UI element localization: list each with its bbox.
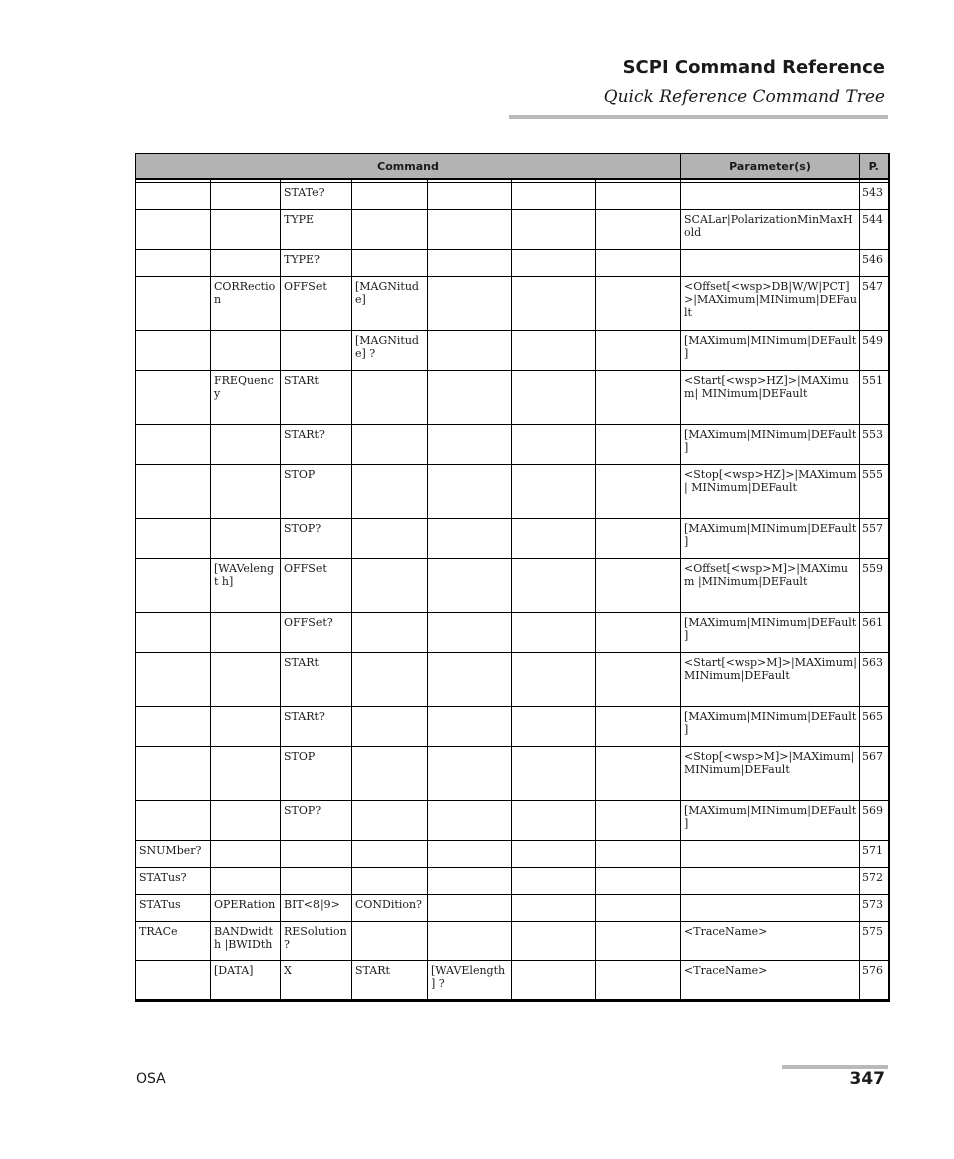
header-divider <box>509 115 888 119</box>
parameter-cell: [MAXimum|MINimum|DEFault] <box>681 331 860 371</box>
page-ref-cell: 569 <box>860 801 889 841</box>
command-level-cell <box>596 371 681 425</box>
command-level-cell: TYPE <box>281 210 352 250</box>
command-level-cell <box>512 425 596 465</box>
command-level-cell <box>211 653 281 707</box>
command-level-cell <box>211 707 281 747</box>
command-level-cell <box>596 868 681 895</box>
command-level-cell <box>281 331 352 371</box>
command-level-cell <box>211 747 281 801</box>
command-level-cell <box>596 331 681 371</box>
page-ref-cell: 567 <box>860 747 889 801</box>
page-ref-cell: 565 <box>860 707 889 747</box>
command-level-cell <box>352 801 428 841</box>
parameter-cell: <Offset[<wsp>M]>|MAXimum |MINimum|DEFault <box>681 559 860 613</box>
command-level-cell: TRACe <box>136 922 211 961</box>
page-ref-cell: 546 <box>860 250 889 277</box>
command-level-cell <box>352 747 428 801</box>
command-level-cell <box>428 801 512 841</box>
command-level-cell <box>428 277 512 331</box>
table-row <box>136 371 889 425</box>
command-level-cell <box>211 183 281 210</box>
parameter-cell: <TraceName> <box>681 922 860 961</box>
page-ref-cell: 551 <box>860 371 889 425</box>
command-level-cell <box>512 331 596 371</box>
command-level-cell <box>352 841 428 868</box>
command-level-cell <box>512 653 596 707</box>
command-level-cell <box>512 961 596 1001</box>
command-level-cell <box>136 653 211 707</box>
command-level-cell <box>512 559 596 613</box>
command-level-cell <box>136 277 211 331</box>
column-header-command: Command <box>136 154 681 180</box>
command-level-cell <box>428 425 512 465</box>
table-row <box>136 922 889 961</box>
table-row <box>136 653 889 707</box>
command-level-cell <box>512 895 596 922</box>
parameter-cell: [MAXimum|MINimum|DEFault] <box>681 801 860 841</box>
command-level-cell <box>596 425 681 465</box>
command-level-cell <box>512 183 596 210</box>
command-level-cell <box>352 210 428 250</box>
table-row <box>136 210 889 250</box>
parameter-cell: <Start[<wsp>HZ]>|MAXimum| MINimum|DEFault <box>681 371 860 425</box>
command-level-cell <box>596 183 681 210</box>
command-level-cell: SNUMber? <box>136 841 211 868</box>
command-level-cell <box>428 922 512 961</box>
command-level-cell <box>352 371 428 425</box>
page-ref-cell: 557 <box>860 519 889 559</box>
command-level-cell: STOP <box>281 747 352 801</box>
parameter-cell: [MAXimum|MINimum|DEFault] <box>681 519 860 559</box>
command-level-cell <box>596 519 681 559</box>
command-level-cell: CONDition? <box>352 895 428 922</box>
command-level-cell <box>281 868 352 895</box>
command-level-cell <box>596 559 681 613</box>
command-level-cell: TYPE? <box>281 250 352 277</box>
page-ref-cell: 543 <box>860 183 889 210</box>
parameter-cell: <Stop[<wsp>HZ]>|MAXimum| MINimum|DEFault <box>681 465 860 519</box>
command-level-cell: [MAGNitude] ? <box>352 331 428 371</box>
command-level-cell <box>428 653 512 707</box>
command-level-cell: [WAVelengt h] <box>211 559 281 613</box>
command-level-cell <box>211 801 281 841</box>
page-ref-cell: 575 <box>860 922 889 961</box>
page-ref-cell: 547 <box>860 277 889 331</box>
command-level-cell <box>428 895 512 922</box>
command-level-cell <box>136 250 211 277</box>
command-level-cell <box>352 613 428 653</box>
parameter-cell <box>681 183 860 210</box>
command-level-cell <box>596 210 681 250</box>
command-level-cell <box>352 922 428 961</box>
table-header-row <box>136 154 889 180</box>
table-row <box>136 801 889 841</box>
command-level-cell <box>211 519 281 559</box>
command-level-cell <box>211 331 281 371</box>
command-level-cell <box>512 277 596 331</box>
command-level-cell <box>596 747 681 801</box>
command-level-cell <box>596 895 681 922</box>
command-level-cell <box>136 961 211 1001</box>
command-level-cell <box>211 868 281 895</box>
table-row <box>136 183 889 210</box>
page-ref-cell: 576 <box>860 961 889 1001</box>
command-level-cell <box>512 250 596 277</box>
table-row <box>136 841 889 868</box>
parameter-cell: [MAXimum|MINimum|DEFault] <box>681 425 860 465</box>
command-level-cell <box>136 613 211 653</box>
command-level-cell <box>512 801 596 841</box>
parameter-cell: [MAXimum|MINimum|DEFault] <box>681 613 860 653</box>
command-level-cell <box>428 210 512 250</box>
command-level-cell <box>596 922 681 961</box>
table-row <box>136 519 889 559</box>
command-level-cell <box>428 371 512 425</box>
column-header-page: P. <box>860 154 889 180</box>
table-row <box>136 277 889 331</box>
command-level-cell: X <box>281 961 352 1001</box>
command-level-cell <box>136 371 211 425</box>
command-level-cell: STATus <box>136 895 211 922</box>
command-level-cell: OPERation <box>211 895 281 922</box>
command-level-cell <box>136 559 211 613</box>
command-level-cell <box>136 707 211 747</box>
command-level-cell <box>512 371 596 425</box>
parameter-cell: <Offset[<wsp>DB|W/W|PCT] >|MAXimum|MINimum|DEFault <box>681 277 860 331</box>
command-level-cell <box>512 868 596 895</box>
command-level-cell <box>136 519 211 559</box>
page-subtitle: Quick Reference Command Tree <box>603 87 885 107</box>
command-level-cell <box>352 425 428 465</box>
parameter-cell: SCALar|PolarizationMinMaxHold <box>681 210 860 250</box>
command-level-cell: STOP <box>281 465 352 519</box>
page-ref-cell: 573 <box>860 895 889 922</box>
command-level-cell <box>352 250 428 277</box>
command-level-cell <box>428 747 512 801</box>
command-level-cell <box>512 922 596 961</box>
command-level-cell <box>596 277 681 331</box>
command-level-cell <box>428 841 512 868</box>
command-level-cell: STARt? <box>281 707 352 747</box>
command-level-cell: [MAGNitude] <box>352 277 428 331</box>
command-level-cell <box>136 425 211 465</box>
page-ref-cell: 555 <box>860 465 889 519</box>
command-level-cell <box>428 559 512 613</box>
table-row <box>136 425 889 465</box>
command-level-cell <box>596 653 681 707</box>
command-level-cell <box>136 465 211 519</box>
parameter-cell: [MAXimum|MINimum|DEFault] <box>681 707 860 747</box>
command-level-cell: OFFSet <box>281 277 352 331</box>
command-level-cell <box>136 210 211 250</box>
command-level-cell: CORRectio n <box>211 277 281 331</box>
table-row <box>136 747 889 801</box>
command-level-cell <box>512 707 596 747</box>
command-table <box>135 153 890 1002</box>
table-row <box>136 961 889 1001</box>
table-row <box>136 465 889 519</box>
command-level-cell <box>596 250 681 277</box>
page-ref-cell: 544 <box>860 210 889 250</box>
table-body <box>136 179 889 1001</box>
command-level-cell <box>428 707 512 747</box>
page-ref-cell: 572 <box>860 868 889 895</box>
page-ref-cell: 559 <box>860 559 889 613</box>
page-ref-cell: 549 <box>860 331 889 371</box>
page-ref-cell: 571 <box>860 841 889 868</box>
command-level-cell <box>211 250 281 277</box>
table-row <box>136 868 889 895</box>
command-level-cell <box>428 868 512 895</box>
command-level-cell <box>136 747 211 801</box>
command-level-cell <box>352 519 428 559</box>
command-level-cell <box>136 801 211 841</box>
command-level-cell <box>596 841 681 868</box>
command-level-cell <box>352 183 428 210</box>
page-title: SCPI Command Reference <box>622 57 885 78</box>
command-level-cell <box>512 613 596 653</box>
table-row <box>136 250 889 277</box>
table-row <box>136 613 889 653</box>
column-header-parameters: Parameter(s) <box>681 154 860 180</box>
page-ref-cell: 563 <box>860 653 889 707</box>
command-level-cell <box>136 183 211 210</box>
command-level-cell: STARt? <box>281 425 352 465</box>
command-level-cell: STATus? <box>136 868 211 895</box>
command-level-cell <box>596 961 681 1001</box>
command-level-cell: BIT<8|9> <box>281 895 352 922</box>
command-level-cell <box>281 841 352 868</box>
command-level-cell <box>428 331 512 371</box>
command-level-cell: STATe? <box>281 183 352 210</box>
command-level-cell <box>428 613 512 653</box>
page-number: 347 <box>849 1069 885 1089</box>
command-level-cell: STARt <box>281 371 352 425</box>
footer-product: OSA <box>136 1071 166 1087</box>
command-level-cell <box>352 707 428 747</box>
table-row <box>136 895 889 922</box>
command-level-cell <box>352 868 428 895</box>
command-level-cell <box>352 653 428 707</box>
command-level-cell <box>352 465 428 519</box>
command-level-cell <box>512 465 596 519</box>
command-level-cell <box>596 707 681 747</box>
command-level-cell: RESolution? <box>281 922 352 961</box>
command-level-cell <box>596 613 681 653</box>
page-ref-cell: 561 <box>860 613 889 653</box>
command-level-cell <box>211 613 281 653</box>
parameter-cell <box>681 895 860 922</box>
command-level-cell <box>428 465 512 519</box>
command-level-cell: FREQuency <box>211 371 281 425</box>
command-level-cell <box>352 559 428 613</box>
page-ref-cell: 553 <box>860 425 889 465</box>
command-level-cell <box>596 801 681 841</box>
parameter-cell: <Start[<wsp>M]>|MAXimum| MINimum|DEFault <box>681 653 860 707</box>
command-level-cell: STOP? <box>281 801 352 841</box>
command-level-cell <box>428 183 512 210</box>
command-level-cell <box>136 331 211 371</box>
command-level-cell <box>512 747 596 801</box>
command-level-cell <box>211 425 281 465</box>
command-level-cell <box>211 210 281 250</box>
command-level-cell <box>428 250 512 277</box>
command-level-cell: OFFSet <box>281 559 352 613</box>
command-level-cell: [WAVElength] ? <box>428 961 512 1001</box>
parameter-cell <box>681 250 860 277</box>
command-level-cell: [DATA] <box>211 961 281 1001</box>
command-level-cell: OFFSet? <box>281 613 352 653</box>
command-level-cell <box>428 519 512 559</box>
parameter-cell <box>681 841 860 868</box>
table-row <box>136 331 889 371</box>
parameter-cell: <TraceName> <box>681 961 860 1001</box>
command-level-cell: STOP? <box>281 519 352 559</box>
command-level-cell <box>596 465 681 519</box>
command-level-cell <box>211 465 281 519</box>
table-row <box>136 559 889 613</box>
table-row <box>136 707 889 747</box>
parameter-cell: <Stop[<wsp>M]>|MAXimum| MINimum|DEFault <box>681 747 860 801</box>
parameter-cell <box>681 868 860 895</box>
command-level-cell <box>211 841 281 868</box>
command-level-cell <box>512 841 596 868</box>
command-level-cell: BANDwidth |BWIDth <box>211 922 281 961</box>
command-level-cell: STARt <box>281 653 352 707</box>
command-level-cell <box>512 519 596 559</box>
command-level-cell <box>512 210 596 250</box>
command-level-cell: STARt <box>352 961 428 1001</box>
